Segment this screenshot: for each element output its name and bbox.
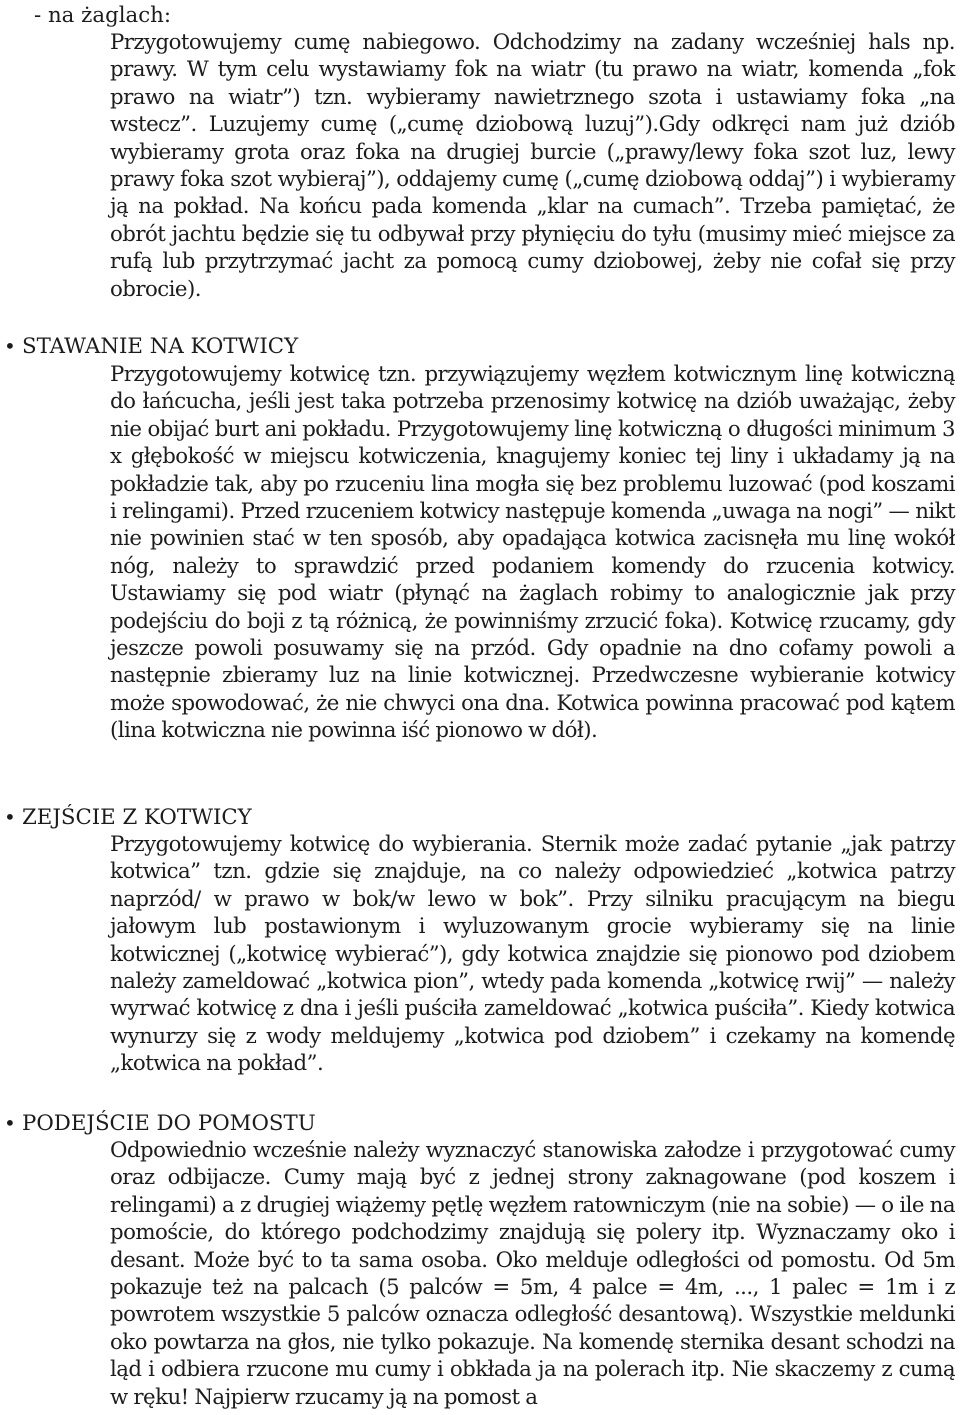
section-heading-leaving-anchor — [4, 804, 252, 831]
bullet-icon: • — [4, 805, 16, 829]
intro-label: - na żaglach: — [34, 3, 172, 28]
bullet-icon: • — [4, 334, 16, 358]
section-paragraph-sailing: Przygotowujemy cumę nabiegowo. Odchodzimy na zadany wcześniej hals np. prawy. W tym celu wystawiamy fok na wiatr (tu prawo na wiatr, komenda „fok prawo na wiatr”) tzn. wybieramy nawietrznego szota i ustawiamy foka „na wstecz”. Luzujemy cumę („cumę dziobową luzuj”).Gdy odkręci nam już dziób wybieramy grota oraz foka na drugiej burcie („prawy/lewy foka szot luz, lewy prawy foka szot wybieraj”), oddajemy cumę („cumę dziobową oddaj”) i wybieramy ją na pokład. Na końcu pada komenda „klar na cumach”. Trzeba pamiętać, że obrót jachtu będzie się tu odbywał przy płynięciu do tyłu (musimy mieć miejsce za rufą lub przytrzymać jacht za pomocą cumy dziobowej, żeby nie cofał się przy obrocie). — [110, 30, 955, 302]
section-heading-anchoring — [4, 333, 298, 360]
section-paragraph-approach-pier: Odpowiednio wcześnie należy wyznaczyć stanowiska załodze i przygotować cumy oraz odbijacze. Cumy mają być z jednej strony zaknagowane (pod koszem i relingami) a z drugiej wiążemy pętlę węzłem ratowniczym (nie na sobie) — o ile na pomoście, do którego podchodzimy znajdują się polery itp. Wyznaczamy oko i desant. Może być to ta sama osoba. Oko melduje odległości od pomostu. Od 5m pokazuje też na palcach (5 palców = 5m, 4 palce = 4m, ..., 1 palec = 1m i z powrotem wszystkie 5 palców oznacza odległość desantową). Wszystkie meldunki oko powtarza na głos, nie tylko pokazuje. Na komendę sternika desant schodzi na ląd i odbiera rzucone mu cumy i obkłada ja na polerach itp. Nie skaczemy z cumą w ręku! Najpierw rzucamy ją na pomost a — [110, 1138, 955, 1410]
section-heading-approach-pier — [4, 1110, 316, 1137]
section-paragraph-anchoring: Przygotowujemy kotwicę tzn. przywiązujemy węzłem kotwicznym linę kotwiczną do łańcucha, jeśli jest taka potrzeba przenosimy kotwicę na dziób uważając, żeby nie obijać burt ani pokładu. Przygotowujemy linę kotwiczną o długości minimum 3 x głębokość w miejscu kotwiczenia, knagujemy koniec tej liny i układamy ją na pokładzie tak, aby po rzuceniu lina mogła się bez problemu luzować (pod koszami i relingami). Przed rzuceniem kotwicy następuje komenda „uwaga na nogi” — nikt nie powinien stać w ten sposób, aby opadająca kotwica zacisnęła mu linę wokół nóg, należy to sprawdzić przed podaniem komendy do rzucenia kotwicy. Ustawiamy się pod wiatr (płynąć na żaglach robimy to analogicznie jak przy podejściu do boji z tą różnicą, że powinniśmy zrzucić foka). Kotwicę rzucamy, gdy jeszcze powoli posuwamy się na przód. Gdy opadnie na dno cofamy powoli a następnie zbieramy luz na linie kotwicznej. Przedwczesne wybieranie kotwicy może spowodować, że nie chwyci ona dna. Kotwica powinna pracować pod kątem (lina kotwiczna nie powinna iść pionowo w dół). — [110, 362, 955, 744]
heading-text: PODEJŚCIE DO POMOSTU — [22, 1111, 316, 1136]
bullet-icon: • — [4, 1111, 16, 1135]
heading-text: ZEJŚCIE Z KOTWICY — [22, 805, 252, 830]
section-paragraph-leaving-anchor: Przygotowujemy kotwicę do wybierania. Sternik może zadać pytanie „jak patrzy kotwica” tzn. gdzie się znajduje, na co należy odpowiedzieć „kotwica patrzy naprzód/ w prawo w bok/w lewo w bok”. Przy silniku pracującym na biegu jałowym lub postawionym i wyluzowanym grocie wybieramy się na linie kotwicznej („kotwicę wybierać”), gdy kotwica znajdzie się pionowo pod dziobem należy zameldować „kotwica pion”, wtedy pada komenda „kotwicę rwij” — należy wyrwać kotwicę z dna i jeśli puściła zameldować „kotwica puściła”. Kiedy kotwica wynurzy się z wody meldujemy „kotwica pod dziobem” i czekamy na komendę „kotwica na pokład”. — [110, 832, 955, 1077]
heading-text: STAWANIE NA KOTWICY — [22, 334, 299, 359]
